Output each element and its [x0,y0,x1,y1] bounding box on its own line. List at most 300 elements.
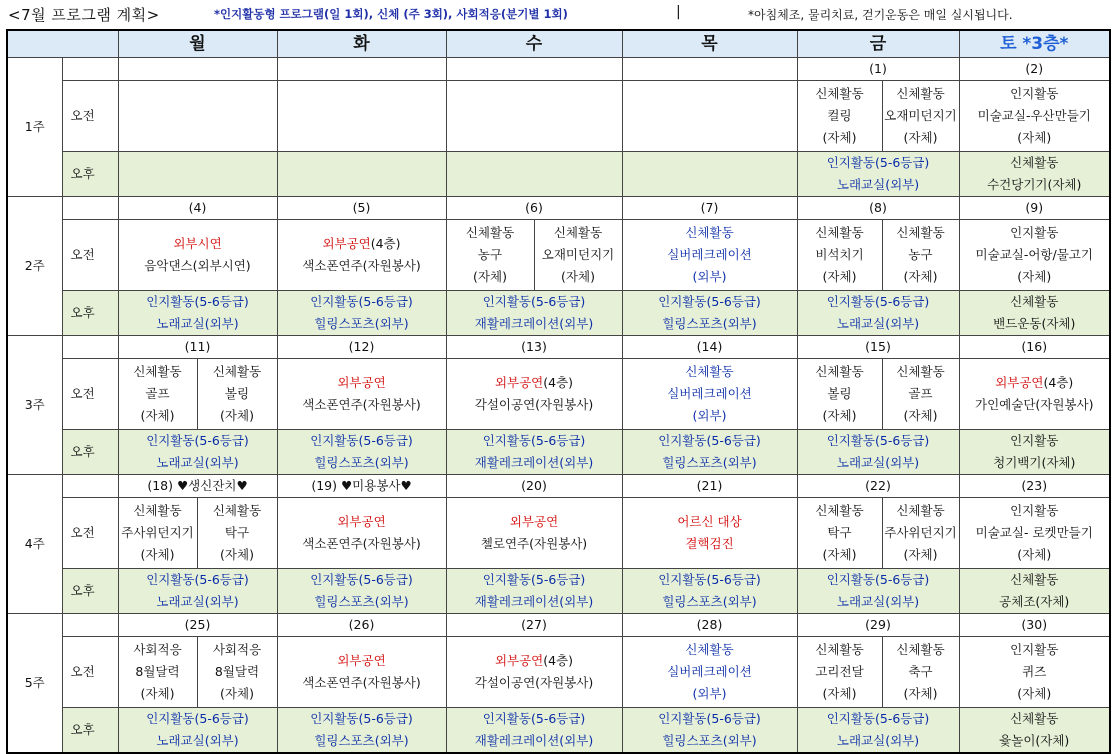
activity-line: 축구 [908,664,933,679]
event-title-line [447,372,622,394]
afternoon-activity: 인지활동(5-6등급) [826,155,930,170]
afternoon-activity: 인지활동(5-6등급) [482,711,586,726]
afternoon-cell-mon [118,152,277,197]
period-label-am: 오전 [62,637,118,708]
event-title-line [119,233,277,255]
date-cell-mon [118,197,277,220]
activity-line: 신체활동 [815,642,864,657]
date-cell-fri [797,614,959,637]
date-number: (30) [1021,617,1048,632]
event-title: 외부공연 [337,375,386,390]
activity-line: (외부) [692,269,727,284]
activity-line: 미술교실-어항/물고기 [975,247,1093,262]
period-label-am: 오전 [62,359,118,430]
page-title: <7월 프로그램 계획> [8,6,160,24]
activity-line: 신체활동 [815,503,864,518]
afternoon-detail: 노래교실(외부) [836,177,920,192]
activity-cell-tue [277,81,446,152]
afternoon-detail: 힐링스포츠(외부) [662,733,757,748]
activity-cell-tue [277,359,446,430]
event-floor: (4층) [370,236,401,251]
program-frequency-note: *인지활동형 프로그램(일 1회), 신체 (주 3회), 사회적응(분기별 1회) [214,7,568,21]
activity-cell-wed-a [446,220,534,291]
period-label-am: 오전 [62,81,118,152]
date-row [7,197,1110,220]
activity-cell-thu [622,637,797,708]
activity-cell-fri-b [882,81,959,152]
afternoon-activity: 인지활동(5-6등급) [310,294,413,309]
activity-line: (자체) [822,547,857,562]
date-number: (2) [1025,61,1044,76]
activity-line: (자체) [1017,686,1052,701]
activity-cell-mon-a [118,498,197,569]
date-spacer [62,475,118,498]
activity-line: (자체) [1017,269,1052,284]
activity-line: (자체) [903,547,938,562]
activity-line: 신체활동 [465,225,515,240]
afternoon-row [7,430,1110,475]
date-cell-wed [446,197,622,220]
date-cell-thu [622,197,797,220]
page-header [0,0,1115,26]
afternoon-cell-fri [797,569,959,614]
event-title: 외부공연 [322,236,371,251]
date-number: (16) [1021,339,1048,354]
afternoon-activity: 인지활동(5-6등급) [482,433,586,448]
activity-line: 인지활동 [1010,503,1059,518]
activity-line: 8월달력 [214,664,260,679]
activity-line: 8월달력 [135,664,180,679]
afternoon-cell-sat [959,430,1110,475]
date-number: (25) [184,617,211,632]
week-label: 1주 [7,58,62,197]
date-cell-tue [277,336,446,359]
afternoon-detail: 노래교실(외부) [156,316,239,331]
activity-line: 볼링 [827,386,852,401]
activity-line: 신체활동 [212,364,262,379]
afternoon-activity: 신체활동 [1010,711,1059,726]
date-number: (19) [311,478,337,493]
afternoon-detail: 힐링스포츠(외부) [314,594,409,609]
activity-line: (자체) [220,547,254,562]
period-label-am: 오전 [62,498,118,569]
morning-row [7,498,1110,569]
activity-line: 실버레크레이션 [667,247,752,262]
activity-line: 볼링 [224,386,250,401]
event-detail: 음악댄스(외부시연) [144,258,251,273]
date-row [7,58,1110,81]
afternoon-cell-wed [446,430,622,475]
activity-line: 주사위던지기 [884,525,957,540]
activity-line: 탁구 [827,525,852,540]
date-cell-fri [797,197,959,220]
date-number: (6) [525,200,543,215]
activity-line: 골프 [908,386,933,401]
date-row [7,475,1110,498]
afternoon-detail: 힐링스포츠(외부) [314,316,409,331]
day-header-wed: 수 [446,30,622,58]
date-number: (12) [348,339,375,354]
period-label-am: 오전 [62,220,118,291]
morning-row [7,220,1110,291]
corner-cell [7,30,118,58]
activity-line: 신체활동 [212,503,262,518]
date-cell-sat [959,336,1110,359]
day-header-sat: 토 *3층* [959,30,1110,58]
date-number: (18) [147,478,173,493]
date-cell-mon [118,336,277,359]
date-number: (9) [1025,200,1044,215]
afternoon-row [7,708,1110,754]
afternoon-cell-sat [959,152,1110,197]
activity-line: 주사위던지기 [121,525,194,540]
daily-activity-note: *아침체조, 물리치료, 걷기운동은 매일 실시됩니다. [748,8,1013,22]
event-title: 외부공연 [337,514,386,529]
activity-cell-thu [622,498,797,569]
afternoon-detail: 밴드운동(자체) [993,316,1076,331]
activity-line: (자체) [1017,547,1052,562]
date-cell-sat [959,475,1110,498]
activity-cell-tue [277,220,446,291]
activity-line: 실버레크레이션 [667,664,752,679]
activity-cell-fri-a [797,498,882,569]
activity-cell-tue [277,637,446,708]
afternoon-row [7,569,1110,614]
activity-line: 미술교실- 로켓만들기 [975,525,1093,540]
activity-line: (자체) [822,686,857,701]
afternoon-detail: 재활레크레이션(외부) [474,733,594,748]
header-separator: | [676,4,681,20]
activity-line: 사회적응 [212,642,262,657]
afternoon-activity: 인지활동(5-6등급) [826,294,930,309]
birthday-party-label: ♥생신잔치♥ [176,478,248,493]
activity-cell-mon [118,81,277,152]
activity-cell-mon [118,220,277,291]
date-number: (26) [348,617,375,632]
afternoon-cell-mon [118,430,277,475]
afternoon-cell-fri [797,708,959,754]
activity-line: 실버레크레이션 [667,386,752,401]
afternoon-cell-thu [622,152,797,197]
activity-line: (자체) [1017,130,1052,145]
event-detail: 가인예술단(자원봉사) [975,397,1094,412]
afternoon-cell-thu [622,569,797,614]
activity-line: 오재미던지기 [541,247,615,262]
afternoon-activity: 인지활동(5-6등급) [310,711,413,726]
activity-cell-wed [446,359,622,430]
afternoon-row [7,291,1110,336]
activity-cell-tue [277,498,446,569]
event-floor: (4층) [543,375,574,390]
event-detail: 각설이공연(자원봉사) [474,397,594,412]
afternoon-detail: 재활레크레이션(외부) [474,316,594,331]
activity-line: 인지활동 [1010,642,1059,657]
afternoon-detail: 윷놀이(자체) [999,733,1070,748]
date-cell-tue [277,197,446,220]
date-cell-thu [622,58,797,81]
date-number: (13) [521,339,547,354]
event-title-line [278,233,446,255]
activity-cell-sat [959,359,1110,430]
event-floor: (4층) [543,653,574,668]
afternoon-cell-mon [118,708,277,754]
afternoon-cell-fri [797,430,959,475]
date-cell-tue [277,475,446,498]
afternoon-activity: 신체활동 [1010,572,1059,587]
activity-line: 신체활동 [815,86,864,101]
date-number: (11) [184,339,211,354]
day-header-tue: 화 [277,30,446,58]
date-cell-mon [118,475,277,498]
activity-line: 농구 [477,247,503,262]
event-title-line [623,511,797,533]
activity-line: (자체) [140,547,175,562]
activity-line: (자체) [473,269,507,284]
afternoon-activity: 인지활동(5-6등급) [658,572,761,587]
morning-row [7,81,1110,152]
activity-cell-wed [446,81,622,152]
event-detail: 색소폰연주(자원봉사) [302,536,421,551]
event-title: 외부시연 [173,236,222,251]
activity-line: (자체) [561,269,595,284]
event-title: 외부공연 [494,653,544,668]
activity-line: (외부) [692,686,727,701]
date-cell-fri [797,58,959,81]
activity-cell-sat [959,498,1110,569]
activity-line: 비석치기 [815,247,864,262]
afternoon-cell-wed [446,291,622,336]
event-title: 외부공연 [337,653,386,668]
activity-cell-thu [622,359,797,430]
date-row [7,336,1110,359]
period-label-pm: 오후 [62,291,118,336]
afternoon-activity: 인지활동(5-6등급) [310,572,413,587]
activity-line: (자체) [903,130,938,145]
morning-row [7,359,1110,430]
date-number: (1) [869,61,887,76]
event-title: 외부공연 [995,375,1044,390]
period-label-pm: 오후 [62,569,118,614]
week-label: 2주 [7,197,62,336]
afternoon-activity: 인지활동(5-6등급) [146,433,249,448]
afternoon-activity: 인지활동(5-6등급) [658,711,761,726]
afternoon-cell-wed [446,152,622,197]
event-title-line [278,650,446,672]
date-cell-wed [446,614,622,637]
activity-line: 신체활동 [685,364,734,379]
afternoon-cell-sat [959,291,1110,336]
activity-line: 신체활동 [685,642,734,657]
event-floor: (4층) [1043,375,1074,390]
afternoon-detail: 노래교실(외부) [156,594,239,609]
afternoon-cell-tue [277,430,446,475]
activity-line: 신체활동 [553,225,603,240]
event-detail: 색소폰연주(자원봉사) [302,675,421,690]
activity-line: 퀴즈 [1022,664,1047,679]
afternoon-cell-mon [118,569,277,614]
activity-line: 미술교실-우산만들기 [977,108,1091,123]
date-spacer [62,614,118,637]
activity-line: 농구 [908,247,933,262]
date-cell-wed [446,58,622,81]
activity-line: (외부) [692,408,727,423]
day-header-thu: 목 [622,30,797,58]
afternoon-activity: 인지활동(5-6등급) [826,433,930,448]
afternoon-activity: 인지활동(5-6등급) [146,711,249,726]
afternoon-activity: 인지활동(5-6등급) [146,572,249,587]
afternoon-activity: 인지활동(5-6등급) [310,433,413,448]
activity-line: 신체활동 [896,642,945,657]
date-number: (29) [865,617,891,632]
day-header-row [7,30,1110,58]
activity-line: (자체) [903,686,938,701]
afternoon-cell-tue [277,152,446,197]
afternoon-detail: 힐링스포츠(외부) [314,455,409,470]
afternoon-detail: 노래교실(외부) [836,594,920,609]
activity-cell-fri-b [882,498,959,569]
afternoon-cell-tue [277,569,446,614]
afternoon-cell-sat [959,569,1110,614]
week-label: 3주 [7,336,62,475]
activity-line: 신체활동 [896,86,945,101]
activity-line: 신체활동 [133,364,182,379]
beauty-volunteer-label: ♥미용봉사♥ [340,478,412,493]
activity-line: 탁구 [224,525,250,540]
activity-cell-fri-b [882,637,959,708]
afternoon-cell-thu [622,291,797,336]
afternoon-detail: 노래교실(외부) [156,733,239,748]
date-number: (15) [865,339,891,354]
activity-line: (자체) [140,408,175,423]
afternoon-detail: 힐링스포츠(외부) [662,455,757,470]
activity-cell-sat [959,220,1110,291]
date-cell-wed [446,336,622,359]
date-number: (5) [352,200,371,215]
date-cell-thu [622,614,797,637]
event-title: 외부공연 [494,375,544,390]
afternoon-activity: 신체활동 [1010,155,1059,170]
date-number: (21) [696,478,723,493]
activity-line: 신체활동 [896,503,945,518]
activity-cell-sat [959,81,1110,152]
activity-cell-sat [959,637,1110,708]
date-number: (4) [188,200,207,215]
afternoon-detail: 노래교실(외부) [156,455,239,470]
activity-line: 오재미던지기 [884,108,957,123]
afternoon-cell-thu [622,430,797,475]
date-number: (14) [696,339,723,354]
afternoon-activity: 인지활동(5-6등급) [658,433,761,448]
afternoon-activity: 인지활동(5-6등급) [826,572,930,587]
date-cell-sat [959,58,1110,81]
activity-line: 컬링 [827,108,852,123]
event-title-line [960,372,1110,394]
activity-cell-mon-a [118,359,197,430]
activity-line: 신체활동 [685,225,734,240]
afternoon-activity: 인지활동(5-6등급) [658,294,761,309]
afternoon-cell-fri [797,291,959,336]
event-title: 외부공연 [509,514,559,529]
event-detail: 첼로연주(자원봉사) [480,536,588,551]
activity-line: (자체) [822,269,857,284]
afternoon-activity: 인지활동 [1010,433,1059,448]
afternoon-detail: 노래교실(외부) [836,733,920,748]
period-label-pm: 오후 [62,430,118,475]
activity-line: (자체) [903,269,938,284]
afternoon-cell-tue [277,291,446,336]
afternoon-detail: 힐링스포츠(외부) [662,594,757,609]
activity-cell-wed-b [534,220,622,291]
activity-cell-mon-b [197,498,277,569]
day-header-fri: 금 [797,30,959,58]
activity-line: (자체) [140,686,175,701]
afternoon-activity: 인지활동(5-6등급) [146,294,249,309]
day-header-mon: 월 [118,30,277,58]
date-spacer [62,197,118,220]
activity-line: (자체) [822,408,857,423]
activity-cell-wed [446,637,622,708]
afternoon-row [7,152,1110,197]
date-cell-mon [118,58,277,81]
afternoon-cell-tue [277,708,446,754]
afternoon-cell-thu [622,708,797,754]
activity-line: 신체활동 [133,503,182,518]
afternoon-activity: 인지활동(5-6등급) [482,572,586,587]
activity-cell-wed [446,498,622,569]
activity-line: 신체활동 [896,225,945,240]
event-detail: 각설이공연(자원봉사) [474,675,594,690]
date-cell-fri [797,475,959,498]
afternoon-cell-wed [446,708,622,754]
afternoon-detail: 공체조(자체) [999,594,1070,609]
activity-cell-fri-a [797,637,882,708]
afternoon-cell-wed [446,569,622,614]
date-number: (20) [521,478,547,493]
afternoon-detail: 노래교실(외부) [836,316,920,331]
afternoon-detail: 청기백기(자체) [993,455,1076,470]
week-label: 4주 [7,475,62,614]
activity-line: 신체활동 [815,225,864,240]
activity-line: 신체활동 [896,364,945,379]
period-label-pm: 오후 [62,708,118,754]
afternoon-detail: 재활레크레이션(외부) [474,455,594,470]
week-label: 5주 [7,614,62,754]
date-cell-sat [959,197,1110,220]
afternoon-detail: 수건당기기(자체) [987,177,1082,192]
event-title-line [278,372,446,394]
activity-line: 고리전달 [815,664,864,679]
activity-line: 인지활동 [1010,225,1059,240]
date-number: (23) [1021,478,1048,493]
date-number: (28) [696,617,723,632]
afternoon-activity: 신체활동 [1010,294,1059,309]
date-cell-thu [622,475,797,498]
event-detail: 색소폰연주(자원봉사) [302,397,421,412]
activity-cell-fri-a [797,220,882,291]
afternoon-detail: 재활레크레이션(외부) [474,594,594,609]
event-title-line [447,511,622,533]
afternoon-detail: 노래교실(외부) [836,455,920,470]
event-detail: 결핵검진 [685,536,734,551]
afternoon-cell-sat [959,708,1110,754]
date-cell-mon [118,614,277,637]
activity-line: (자체) [903,408,938,423]
date-row [7,614,1110,637]
event-title-line [447,650,622,672]
activity-cell-thu [622,220,797,291]
afternoon-cell-mon [118,291,277,336]
date-spacer [62,336,118,359]
